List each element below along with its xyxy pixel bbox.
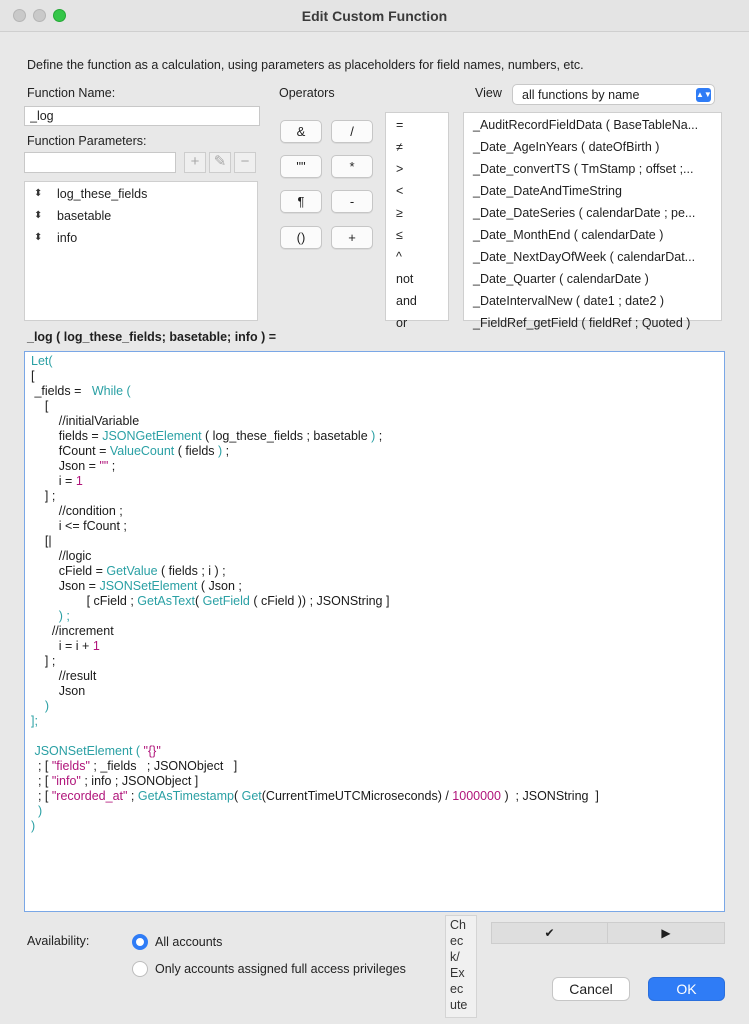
view-selected-value: all functions by name (522, 88, 640, 102)
parameter-name: info (57, 231, 78, 245)
title-bar (0, 0, 749, 32)
view-label: View (475, 86, 502, 100)
radio-label-full-access: Only accounts assigned full access privileges (155, 962, 406, 976)
check-execute-text: k/ (450, 950, 460, 964)
check-execute-text: Ch (450, 918, 466, 932)
parameter-input[interactable] (24, 152, 176, 173)
calculation-editor[interactable] (24, 351, 725, 912)
code-line: JSONSetElement ( "{}" (31, 744, 161, 758)
list-item[interactable]: not (396, 272, 414, 286)
check-execute-text: ec (450, 982, 464, 996)
operator-button-divide[interactable]: / (331, 120, 373, 143)
drag-handle-icon[interactable]: ⬍ (34, 210, 43, 221)
operator-button-parens[interactable]: () (280, 226, 322, 249)
code-line: Json = JSONSetElement ( Json ; (31, 579, 242, 593)
parameter-name: log_these_fields (57, 187, 148, 201)
code-line: [ cField ; GetAsText( GetField ( cField )) ; JSONString ] (31, 594, 390, 608)
list-item[interactable]: _FieldRef_getField ( fieldRef ; Quoted ) (473, 316, 691, 330)
plus-icon[interactable]: + (184, 152, 206, 173)
minus-icon[interactable]: − (234, 152, 256, 173)
code-line: ) (31, 699, 50, 713)
code-line: fCount = ValueCount ( fields ) ; (31, 444, 230, 458)
operator-button-concat[interactable]: & (280, 120, 322, 143)
code-line: ]; (31, 714, 38, 728)
radio-all-accounts[interactable] (132, 934, 148, 950)
parameter-name: basetable (57, 209, 112, 223)
code-line: [ (31, 369, 35, 383)
code-line: Let( (31, 354, 53, 368)
list-item[interactable]: and (396, 294, 417, 308)
code-line: ) (31, 819, 36, 833)
list-item[interactable]: _Date_DateSeries ( calendarDate ; pe... (473, 206, 696, 220)
code-line: //increment (31, 624, 114, 638)
availability-label: Availability: (27, 934, 90, 948)
checkmark-icon: ✔ (544, 926, 555, 940)
list-item[interactable]: = (396, 118, 404, 132)
play-icon: ▶ (661, 926, 671, 940)
code-line: //logic (31, 549, 92, 563)
list-item[interactable]: ^ (396, 250, 402, 264)
code-line: fields = JSONGetElement ( log_these_fields ; basetable ) ; (31, 429, 383, 443)
function-name-input[interactable] (24, 106, 260, 126)
parameter-list (24, 181, 258, 321)
code-line: ) (31, 804, 43, 818)
execute-button[interactable] (607, 922, 725, 944)
check-execute-text: Ex (450, 966, 465, 980)
ok-button[interactable]: OK (648, 977, 725, 1001)
list-item[interactable]: or (396, 316, 408, 330)
list-item[interactable]: _DateIntervalNew ( date1 ; date2 ) (473, 294, 665, 308)
check-syntax-button[interactable] (491, 922, 608, 944)
code-line: ; [ "recorded_at" ; GetAsTimestamp( Get(CurrentTimeUTCMicroseconds) / 1000000 ) ; JSONString ] (31, 789, 599, 803)
check-execute-text: ec (450, 934, 464, 948)
operator-button-pilcrow[interactable]: ¶ (280, 190, 322, 213)
code-line: i = 1 (31, 474, 83, 488)
check-execute-text: ute (450, 998, 468, 1012)
code-line: ; [ "info" ; info ; JSONObject ] (31, 774, 199, 788)
list-item[interactable]: _Date_AgeInYears ( dateOfBirth ) (473, 140, 660, 154)
code-line: i <= fCount ; (31, 519, 127, 533)
list-item[interactable]: ≠ (396, 140, 403, 154)
cancel-button[interactable]: Cancel (552, 977, 630, 1001)
operator-button-plus[interactable]: + (331, 226, 373, 249)
code-line: [ (31, 399, 49, 413)
code-line: ) ; (31, 609, 70, 623)
code-line: cField = GetValue ( fields ; i ) ; (31, 564, 226, 578)
list-item[interactable]: _Date_MonthEnd ( calendarDate ) (473, 228, 664, 242)
list-item[interactable]: ≤ (396, 228, 403, 242)
radio-full-access[interactable] (132, 961, 148, 977)
function-name-label: Function Name: (27, 86, 116, 100)
list-item[interactable]: _Date_DateAndTimeString (473, 184, 622, 198)
list-item[interactable]: < (396, 184, 404, 198)
code-line: Json = "" ; (31, 459, 116, 473)
list-item[interactable]: > (396, 162, 404, 176)
check-execute-label (445, 915, 477, 1018)
code-line: [| (31, 534, 52, 548)
list-item[interactable]: _Date_NextDayOfWeek ( calendarDat... (473, 250, 696, 264)
code-line: _fields = While ( (31, 384, 131, 398)
drag-handle-icon[interactable]: ⬍ (34, 232, 43, 243)
code-line: ] ; (31, 654, 56, 668)
code-line: Json (31, 684, 86, 698)
operator-list (385, 112, 449, 330)
operators-label: Operators (279, 86, 335, 100)
code-line: //condition ; (31, 504, 123, 518)
code-line: //result (31, 669, 97, 683)
view-select[interactable] (512, 84, 715, 105)
list-item[interactable]: _Date_convertTS ( TmStamp ; offset ;... (473, 162, 694, 176)
chevron-updown-icon: ▲▼ (696, 88, 711, 102)
function-signature: _log ( log_these_fields; basetable; info ) = (27, 330, 277, 344)
list-item[interactable]: _Date_Quarter ( calendarDate ) (473, 272, 649, 286)
operator-button-quotes[interactable]: "" (280, 155, 322, 178)
list-item[interactable]: _AuditRecordFieldData ( BaseTableNa... (473, 118, 699, 132)
window-title: Edit Custom Function (301, 8, 448, 24)
function-parameters-label: Function Parameters: (27, 134, 147, 148)
operator-button-multiply[interactable]: * (331, 155, 373, 178)
list-item[interactable]: ≥ (396, 206, 403, 220)
radio-label-all-accounts: All accounts (155, 935, 223, 949)
drag-handle-icon[interactable]: ⬍ (34, 188, 43, 199)
pencil-icon[interactable]: ✎ (209, 152, 231, 173)
code-line: i = i + 1 (31, 639, 100, 653)
code-line: ] ; (31, 489, 56, 503)
code-line: ; [ "fields" ; _fields ; JSONObject ] (31, 759, 238, 773)
dialog-description: Define the function as a calculation, using parameters as placeholders for field names, numbers, etc. (27, 58, 584, 72)
operator-button-minus[interactable]: - (331, 190, 373, 213)
code-line: //initialVariable (31, 414, 140, 428)
function-list (463, 112, 722, 330)
